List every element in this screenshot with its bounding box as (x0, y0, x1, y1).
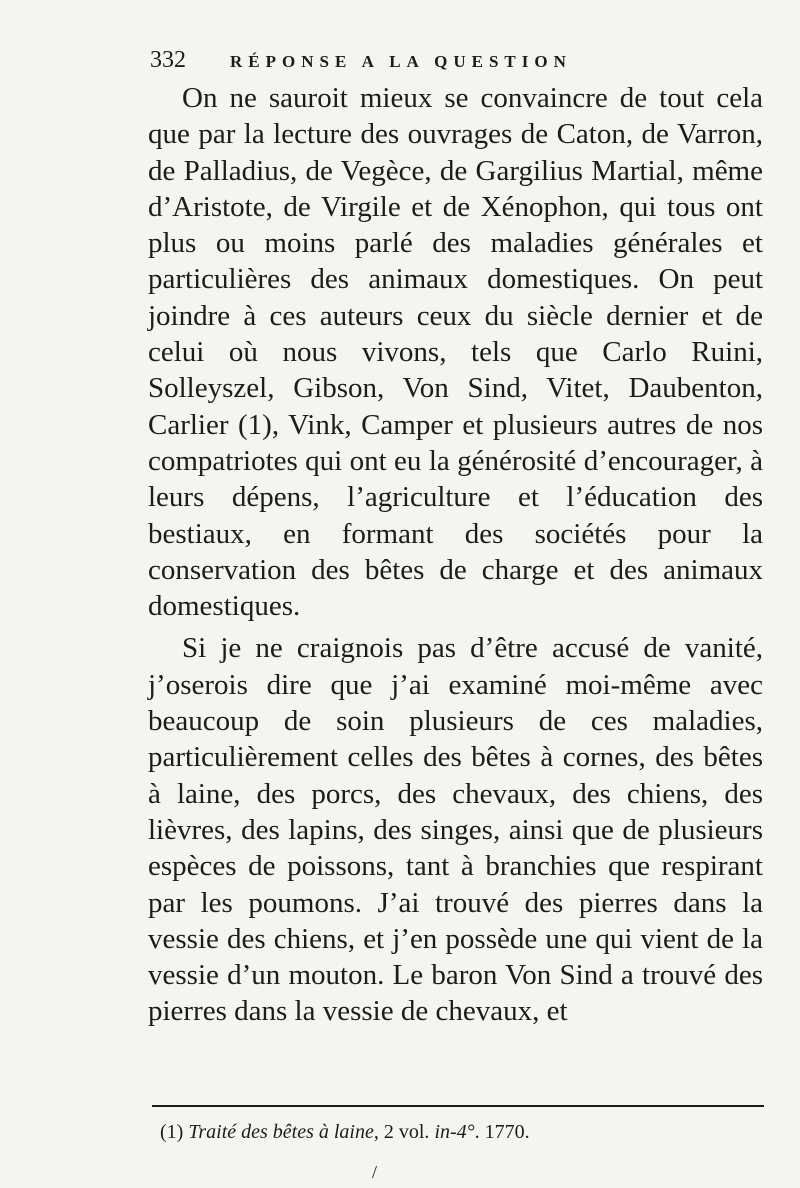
running-title: RÉPONSE A LA QUESTION (230, 52, 572, 71)
footnote-details-a: , 2 vol. (373, 1121, 435, 1143)
paragraph-1: On ne sauroit mieux se convaincre de tout cela que par la lecture des ouvrages de Caton, de Varron, de Palladius, de Vegèce, de Gargilius Martial, même d’Aristote, de Virgile et de Xénophon, qui tous ont plus ou moins parlé des maladies générales et particulières des animaux domestiques. On peut joindre à ces auteurs ceux du siècle dernier et de celui où nous vivons, tels que Carlo Ruini, Solleyszel, Gibson, Von Sind, Vitet, Daubenton, Carlier (1), Vink, Camper et plusieurs autres de nos compatriotes qui ont eu la générosité d’encourager, à leurs dépens, l’agriculture et l’éducation des bestiaux, en formant des sociétés pour la conservation des bêtes de charge et des animaux domestiques. (148, 82, 763, 623)
footnote-details-b: . 1770. (474, 1121, 530, 1143)
footnote-format: in-4° (434, 1121, 475, 1143)
footnote-title: Traité des bêtes à laine (188, 1121, 374, 1143)
footnote (160, 1118, 760, 1146)
page-header (150, 44, 710, 76)
footnote-rule (152, 1105, 764, 1107)
stray-mark: / (372, 1162, 378, 1182)
main-text (148, 80, 763, 1030)
footnote-marker: (1) (160, 1121, 184, 1143)
page-number: 332 (150, 47, 186, 73)
paragraph-2: Si je ne craignois pas d’être accusé de vanité, j’oserois dire que j’ai examiné moi-même avec beaucoup de soin plusieurs de ces maladies, particulièrement celles des bêtes à cornes, des bêtes à laine, des porcs, des chevaux, des chiens, des lièvres, des lapins, des singes, ainsi que de plusieurs espèces de poissons, tant à branchies que respirant par les poumons. J’ai trouvé des pierres dans la vessie des chiens, et j’en possède une qui vient de la vessie d’un mouton. Le baron Von Sind a trouvé des pierres dans la vessie de chevaux, et (148, 632, 763, 1028)
